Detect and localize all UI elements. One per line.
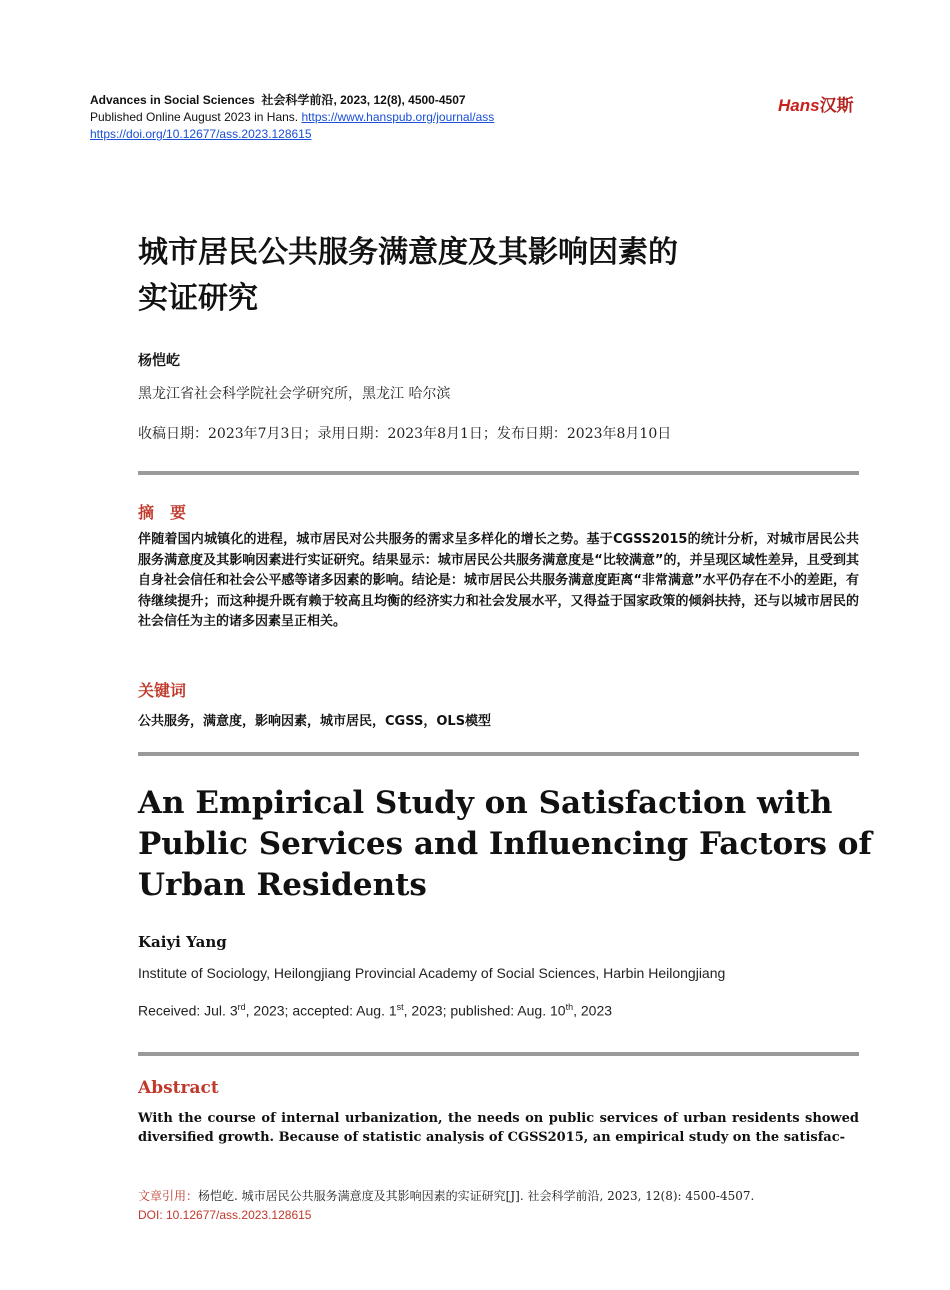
journal-url-link[interactable]: https://www.hanspub.org/journal/ass — [301, 110, 495, 124]
en-title-line-2: Public Services and Influencing Factors of — [138, 826, 872, 862]
cn-keywords: 公共服务，满意度，影响因素，城市居民，CGSS，OLS模型 — [138, 714, 492, 729]
cn-dates: 收稿日期：2023年7月3日；录用日期：2023年8月1日；发布日期：2023年8月10日 — [138, 426, 672, 442]
journal-name-cn: 社会科学前沿 — [261, 93, 334, 107]
en-abstract: With the course of internal urbanization, the needs on public services of urban residents showed diversified growth. Because of statistic analysis of CGSS2015, an empirical study on the satisfac- — [138, 1111, 859, 1145]
cn-abstract: 伴随着国内城镇化的进程，城市居民对公共服务的需求呈多样化的增长之势。基于CGSS2015的统计分析，对城市居民公共服务满意度及其影响因素进行实证研究。结果显示：城市居民公共服务满意度是“比较满意”的，并呈现区域性差异，且受到其自身社会信任和社会公平感等诸多因素的影响。结论是：城市居民公共服务满意度距离“非常满意”水平仍存在不小的差距，有待继续提升；而这种提升既有赖于较高且均衡的经济实力和社会发展水平，又得益于国家政策的倾斜扶持，还与以城市居民的社会信任为主的诸多因素呈正相关。 — [138, 532, 859, 629]
citation-text: 杨恺屹. 城市居民公共服务满意度及其影响因素的实证研究[J]. 社会科学前沿, 2023, 12(8): 4500-4507. — [198, 1189, 755, 1203]
accepted-sup: st — [396, 1002, 404, 1012]
doi-url-link[interactable]: https://doi.org/10.12677/ass.2023.128615 — [90, 127, 312, 141]
journal-line — [90, 92, 494, 109]
published-sup: th — [565, 1002, 574, 1012]
citation-doi: DOI: 10.12677/ass.2023.128615 — [138, 1208, 312, 1222]
journal-header — [90, 92, 494, 143]
published-text: Published Online August 2023 in Hans. — [90, 110, 302, 124]
received-sup: rd — [237, 1002, 246, 1012]
en-title — [138, 783, 872, 906]
cn-author: 杨恺屹 — [138, 353, 180, 369]
hans-logo — [778, 91, 854, 116]
dates-end: , 2023 — [573, 1002, 613, 1019]
accepted-date: , 2023; accepted: Aug. 1 — [245, 1002, 397, 1019]
logo-latin: Hans — [778, 96, 820, 115]
cn-affiliation: 黑龙江省社会科学院社会学研究所，黑龙江 哈尔滨 — [138, 386, 451, 402]
journal-name: Advances in Social Sciences — [90, 93, 255, 107]
en-author: Kaiyi Yang — [138, 933, 227, 951]
en-affiliation: Institute of Sociology, Heilongjiang Provincial Academy of Social Sciences, Harbin Heilongjiang — [138, 965, 726, 981]
cn-title-line-1: 城市居民公共服务满意度及其影响因素的 — [138, 235, 678, 270]
cn-abstract-heading: 摘 要 — [138, 503, 187, 522]
journal-issue: , 2023, 12(8), 4500-4507 — [333, 93, 466, 107]
citation-line — [138, 1187, 754, 1206]
cn-title-line-2: 实证研究 — [138, 281, 258, 316]
en-title-line-3: Urban Residents — [138, 867, 427, 903]
en-title-line-1: An Empirical Study on Satisfaction with — [138, 785, 833, 821]
divider-3 — [138, 1052, 859, 1056]
cn-keywords-heading: 关键词 — [138, 681, 187, 700]
divider-2 — [138, 752, 859, 756]
divider-1 — [138, 471, 859, 475]
cn-title — [138, 230, 838, 322]
en-abstract-heading: Abstract — [138, 1078, 219, 1098]
received-date: Received: Jul. 3 — [138, 1002, 238, 1019]
citation-block — [138, 1187, 754, 1225]
published-line — [90, 109, 494, 126]
published-date: , 2023; published: Aug. 10 — [403, 1002, 566, 1019]
en-dates — [138, 1002, 612, 1019]
citation-label: 文章引用： — [138, 1189, 199, 1203]
logo-cn: 汉斯 — [819, 96, 854, 115]
